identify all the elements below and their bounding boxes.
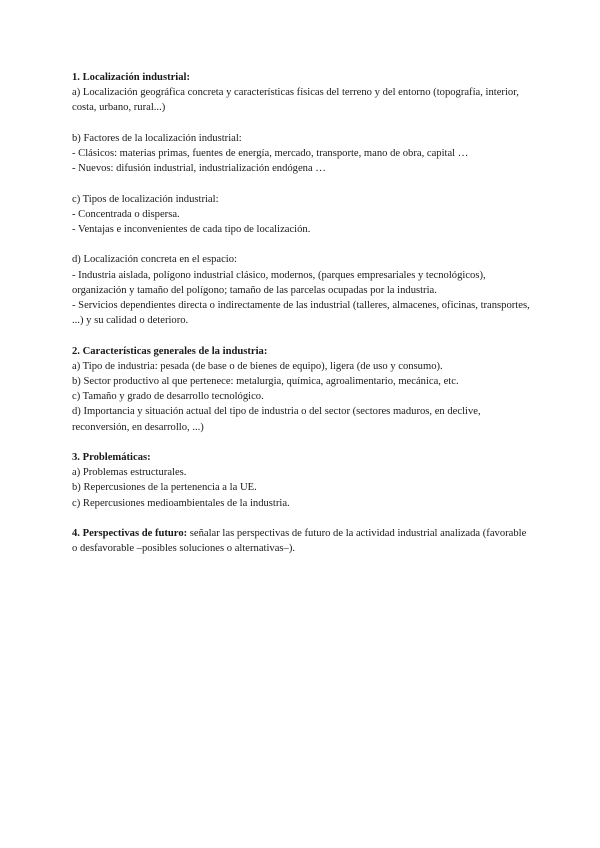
- subsection-1b: [72, 131, 532, 177]
- section-heading: 4. Perspectivas de futuro:: [72, 528, 188, 539]
- list-item: b) Sector productivo al que pertenece: metalurgia, química, agroalimentario, mecánica, etc.: [72, 376, 459, 387]
- subsection-1c: [72, 192, 532, 238]
- list-item: - Servicios dependientes directa o indirectamente de las industrial (talleres, almacenes, oficinas, transportes, ...) y su calidad o deterioro.: [72, 300, 530, 327]
- paragraph-text: señalar las perspectivas de futuro de la actividad industrial analizada (favorable o desfavorable –posibles soluciones o alternativas–).: [72, 528, 527, 555]
- section-problematicas: [72, 450, 532, 511]
- subsection-title: b) Factores de la localización industrial:: [72, 132, 242, 144]
- paragraph-1a: a) Localización geográfica concreta y características físicas del terreno y del entorno (topografía, interior, costa, urbano, rural...): [72, 87, 519, 114]
- list-item: a) Tipo de industria: pesada (de base o de bienes de equipo), ligera (de uso y consumo).: [72, 360, 443, 372]
- list-item: - Clásicos: materias primas, fuentes de energía, mercado, transporte, mano de obra, capital …: [72, 148, 469, 159]
- subsection-title: d) Localización concreta en el espacio:: [72, 254, 237, 266]
- subsection-1a: [72, 70, 532, 116]
- list-item: b) Repercusiones de la pertenencia a la UE.: [72, 482, 257, 494]
- list-item: a) Problemas estructurales.: [72, 467, 187, 479]
- list-item: - Concentrada o dispersa.: [72, 208, 180, 220]
- section-caracteristicas-generales: [72, 344, 532, 435]
- subsection-1d: [72, 252, 532, 328]
- list-item: - Ventajas e inconvenientes de cada tipo de localización.: [72, 224, 311, 235]
- list-item: - Industria aislada, polígono industrial clásico, modernos, (parques empresariales y tecnológicos), organización y tamaño del polígono; tamaño de las parcelas ocupadas por la industria.: [72, 269, 486, 296]
- section-perspectivas-futuro: [72, 526, 532, 556]
- list-item: d) Importancia y situación actual del tipo de industria o del sector (sectores maduros, en declive, reconversión, en desarrollo, ...): [72, 406, 481, 433]
- list-item: c) Tamaño y grado de desarrollo tecnológico.: [72, 391, 264, 403]
- subsection-title: c) Tipos de localización industrial:: [72, 193, 219, 205]
- list-item: c) Repercusiones medioambientales de la industria.: [72, 497, 290, 509]
- section-localizacion-industrial: [72, 70, 532, 328]
- paragraph-perspectivas: [72, 526, 532, 556]
- section-heading: 1. Localización industrial:: [72, 72, 191, 83]
- document-page: [72, 70, 532, 572]
- section-heading: 3. Problemáticas:: [72, 452, 151, 463]
- list-item: - Nuevos: difusión industrial, industrialización endógena …: [72, 163, 326, 175]
- section-heading: 2. Características generales de la industria:: [72, 345, 268, 357]
